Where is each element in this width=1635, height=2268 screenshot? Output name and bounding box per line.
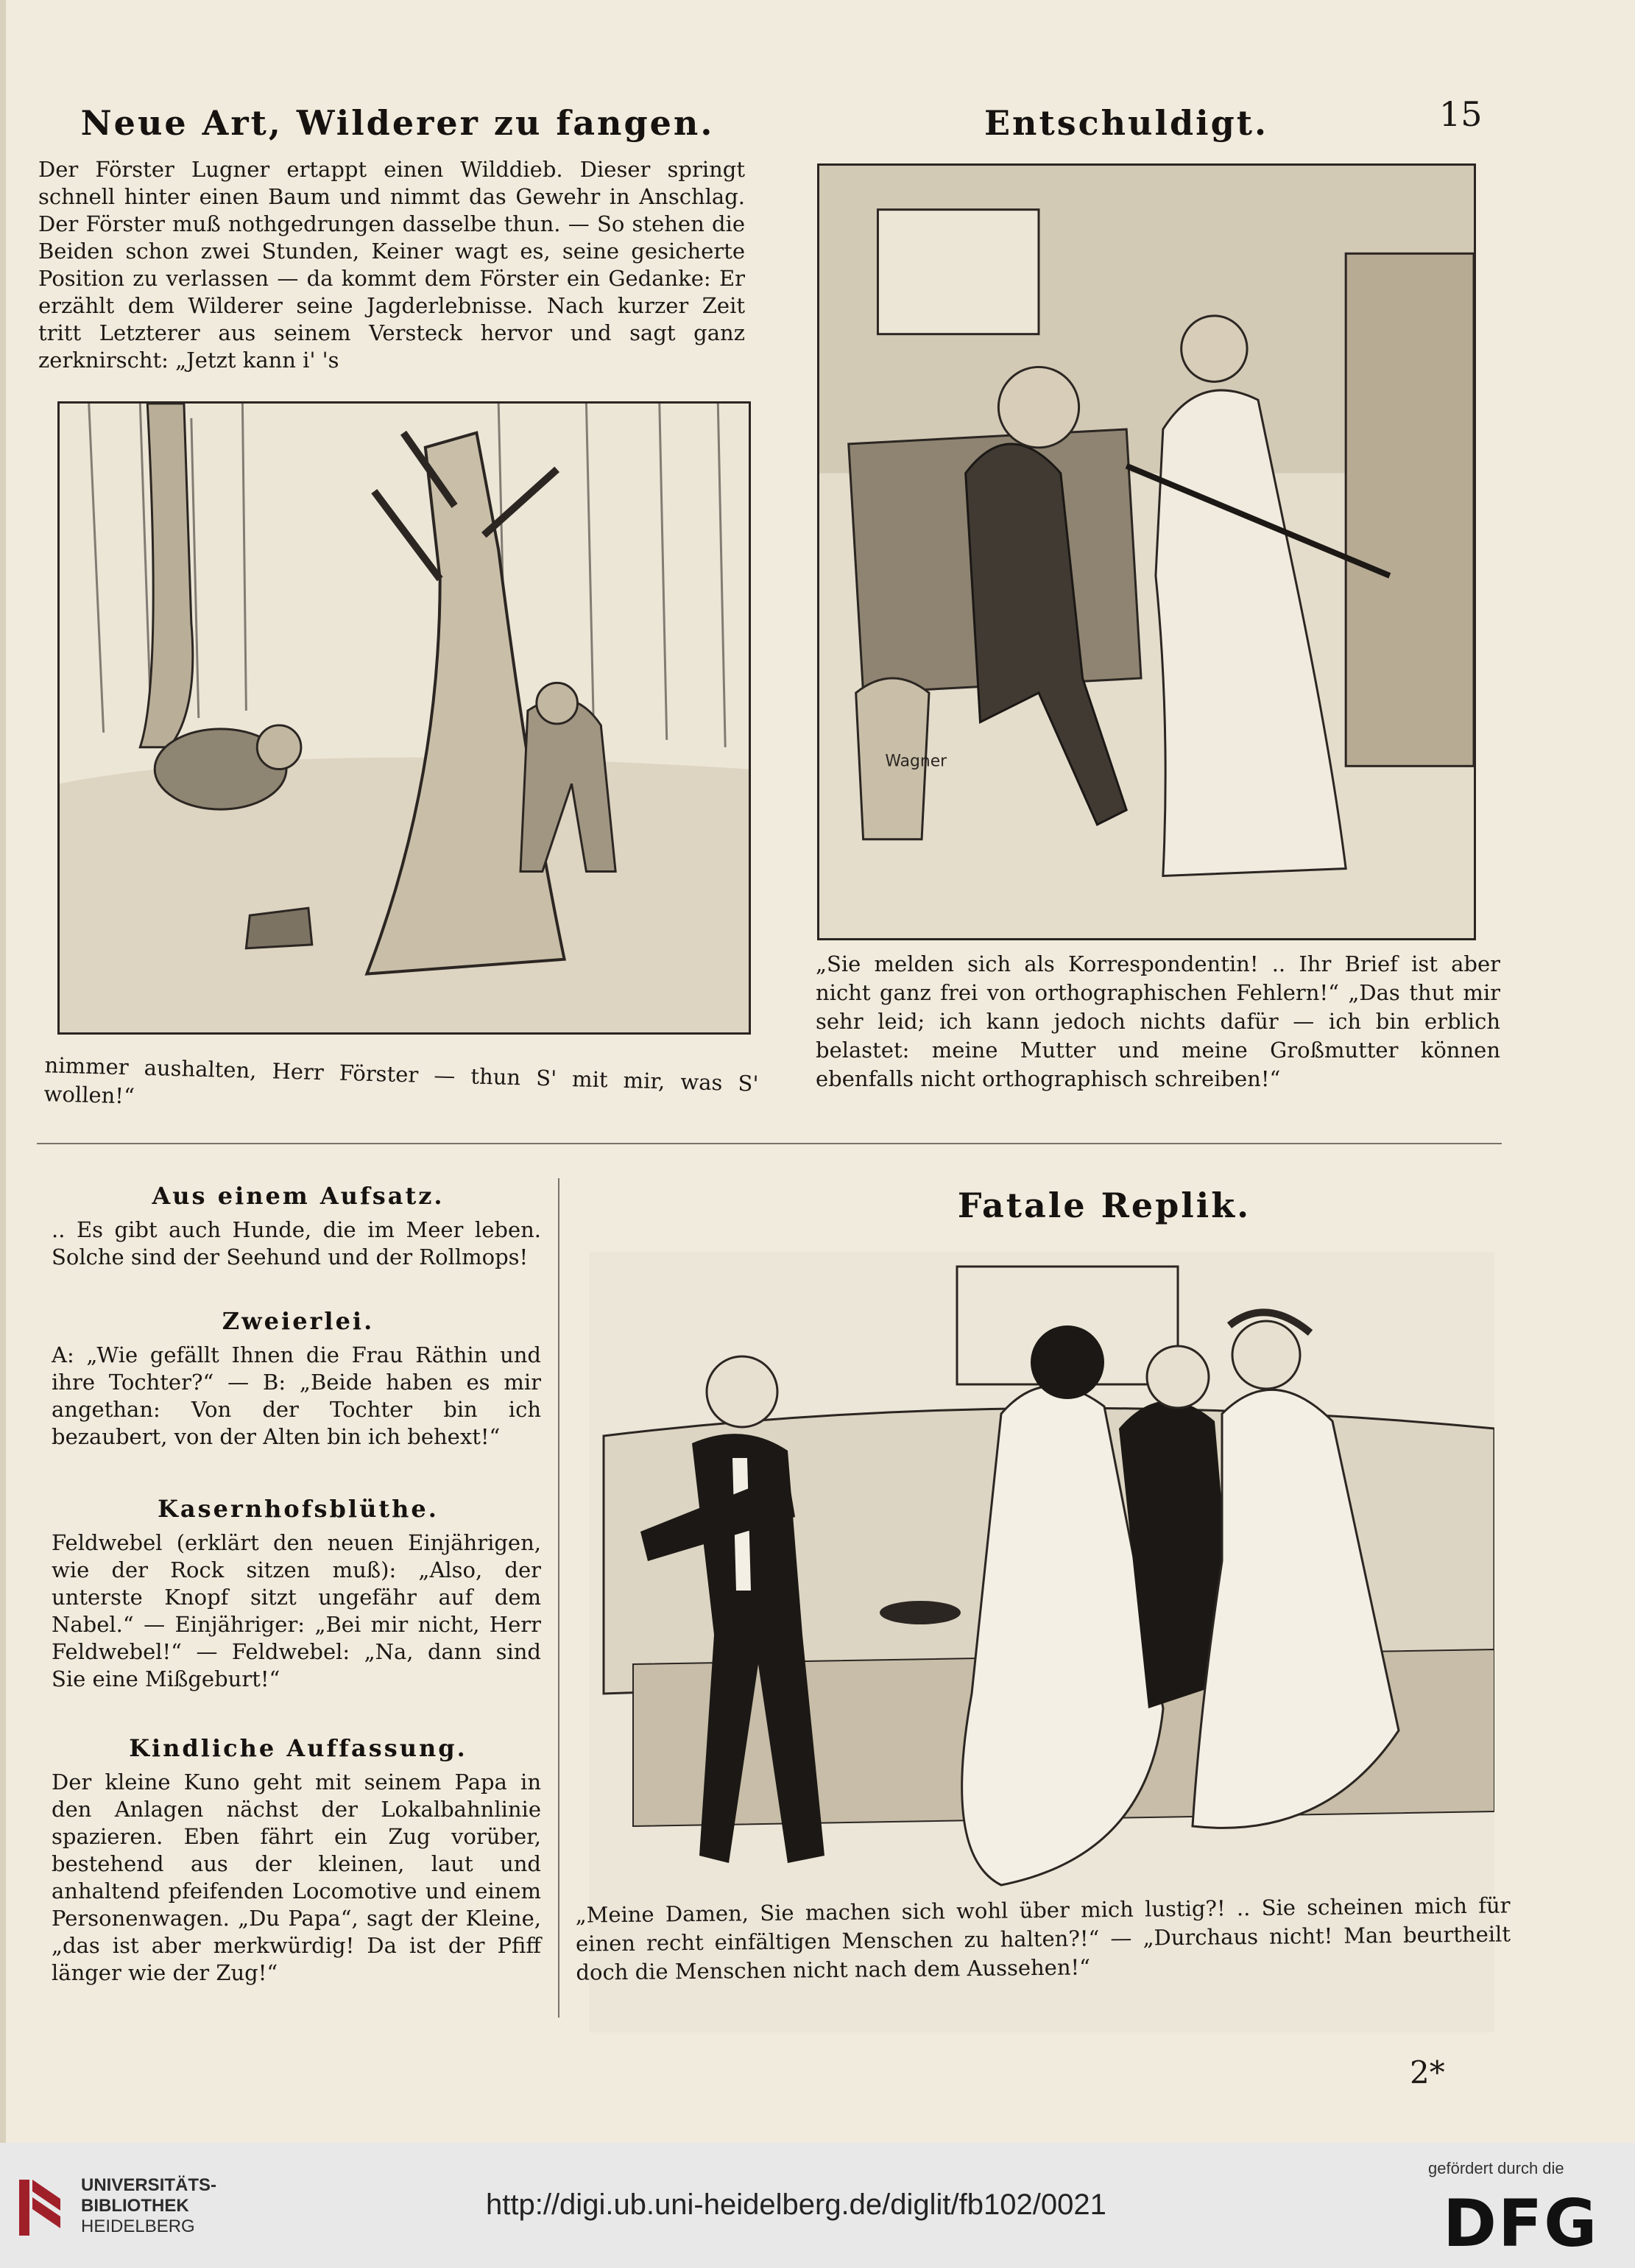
funding-note: gefördert durch die xyxy=(1428,2159,1564,2177)
office-scene-drawing-icon xyxy=(819,166,1474,938)
university-library-logo-icon xyxy=(16,2172,63,2239)
library-name-line3: HEIDELBERG xyxy=(81,2216,195,2236)
poacher-illustration xyxy=(57,401,751,1035)
story2-title: Entschuldigt. xyxy=(984,103,1269,143)
vertical-divider xyxy=(558,1178,559,2018)
forest-drawing-icon xyxy=(60,404,749,1032)
joke4-text: Der kleine Kuno geht mit seinem Papa in den Anlagen nächst der Lokalbahnlinie spazieren. Eben fährt ein Zug vorüber, bestehend aus der kleinen, laut und anhaltend pfeifenden Locomotive und einem Personenwagen. „Du Papa“, sagt der Kleine, „das ist aber merkwürdig! Da ist der Pfiff länger wie der Zug!“ xyxy=(52,1769,541,1985)
story1-text: Der Förster Lugner ertappt einen Wilddieb. Dieser springt schnell hinter einen Baum und nimmt das Gewehr in Anschlag. Der Förster muß nothgedrungen dasselbe thun. — So stehen die Beiden schon zwei Stunden, Keiner wagt es, seine gesicherte Position zu verlassen — da kommt dem Förster ein Gedanke: Er erzählt dem Wilderer seine Jagderlebnisse. Nach kurzer Zeit tritt Letzterer aus seinem Versteck hervor und sagt ganz zerknirscht: „Jetzt kann i' 's xyxy=(38,157,745,373)
library-name-line1: UNIVERSITÄTS- xyxy=(81,2175,217,2195)
story2-caption: „Sie melden sich als Korrespondentin! .. Ihr Brief ist aber nicht ganz frei von orthographischen Fehlern!“ „Das thut mir sehr leid; ich kann jedoch nichts dafür — ich bin erblich belastet: meine Mutter und meine Großmutter können ebenfalls nicht orthographisch schreiben!“ xyxy=(816,951,1500,1091)
joke2-text: A: „Wie gefällt Ihnen die Frau Räthin und ihre Tochter?“ — B: „Beide haben es mir angethan: Von der Tochter bin ich bezaubert, von der Alten bin ich behext!“ xyxy=(52,1342,541,1449)
story1-title: Neue Art, Wilderer zu fangen. xyxy=(80,103,715,143)
joke1-title: Aus einem Aufsatz. xyxy=(152,1182,445,1210)
office-illustration xyxy=(817,163,1476,940)
page-edge xyxy=(0,0,6,2143)
story1-caption: nimmer aushalten, Herr Förster — thun S' mit mir, was S' wollen!“ xyxy=(43,1052,759,1109)
illustration-signature: Wagner xyxy=(885,752,947,771)
page-number: 15 xyxy=(1439,94,1483,134)
permalink-url[interactable]: http://digi.ub.uni-heidelberg.de/diglit/fb102/0021 xyxy=(486,2188,1106,2221)
joke2-title: Zweierlei. xyxy=(222,1307,375,1335)
joke3-title: Kasernhofsblüthe. xyxy=(158,1495,439,1523)
joke1-text: .. Es gibt auch Hunde, die im Meer leben. Solche sind der Seehund und der Rollmops! xyxy=(52,1217,541,1269)
joke3-text: Feldwebel (erklärt den neuen Einjährigen, wie der Rock sitzen muß): „Also, der unterste Knopf sitzt ungefähr auf dem Nabel.“ — Einjähriger: „Bei mir nicht, Herr Feldwebel!“ — Feldwebel: „Na, dann sind Sie eine Mißgeburt!“ xyxy=(52,1530,541,1691)
library-name-line2: BIBLIOTHEK xyxy=(81,2196,189,2216)
horizontal-divider xyxy=(37,1143,1502,1144)
footer-bar xyxy=(0,2143,1635,2268)
joke4-title: Kindliche Auffassung. xyxy=(129,1734,467,1762)
story3-caption: „Meine Damen, Sie machen sich wohl über mich lustig?! .. Sie scheinen mich für einen recht einfältigen Menschen zu halten?!“ — „Durchaus nicht! Man beurtheilt doch die Menschen nicht nach dem Aussehen!“ xyxy=(575,1892,1511,1985)
signature-mark: 2* xyxy=(1410,2054,1445,2091)
dfg-logo: DFG xyxy=(1443,2186,1599,2261)
library-name xyxy=(81,2175,216,2237)
story3-title: Fatale Replik. xyxy=(957,1186,1251,1225)
